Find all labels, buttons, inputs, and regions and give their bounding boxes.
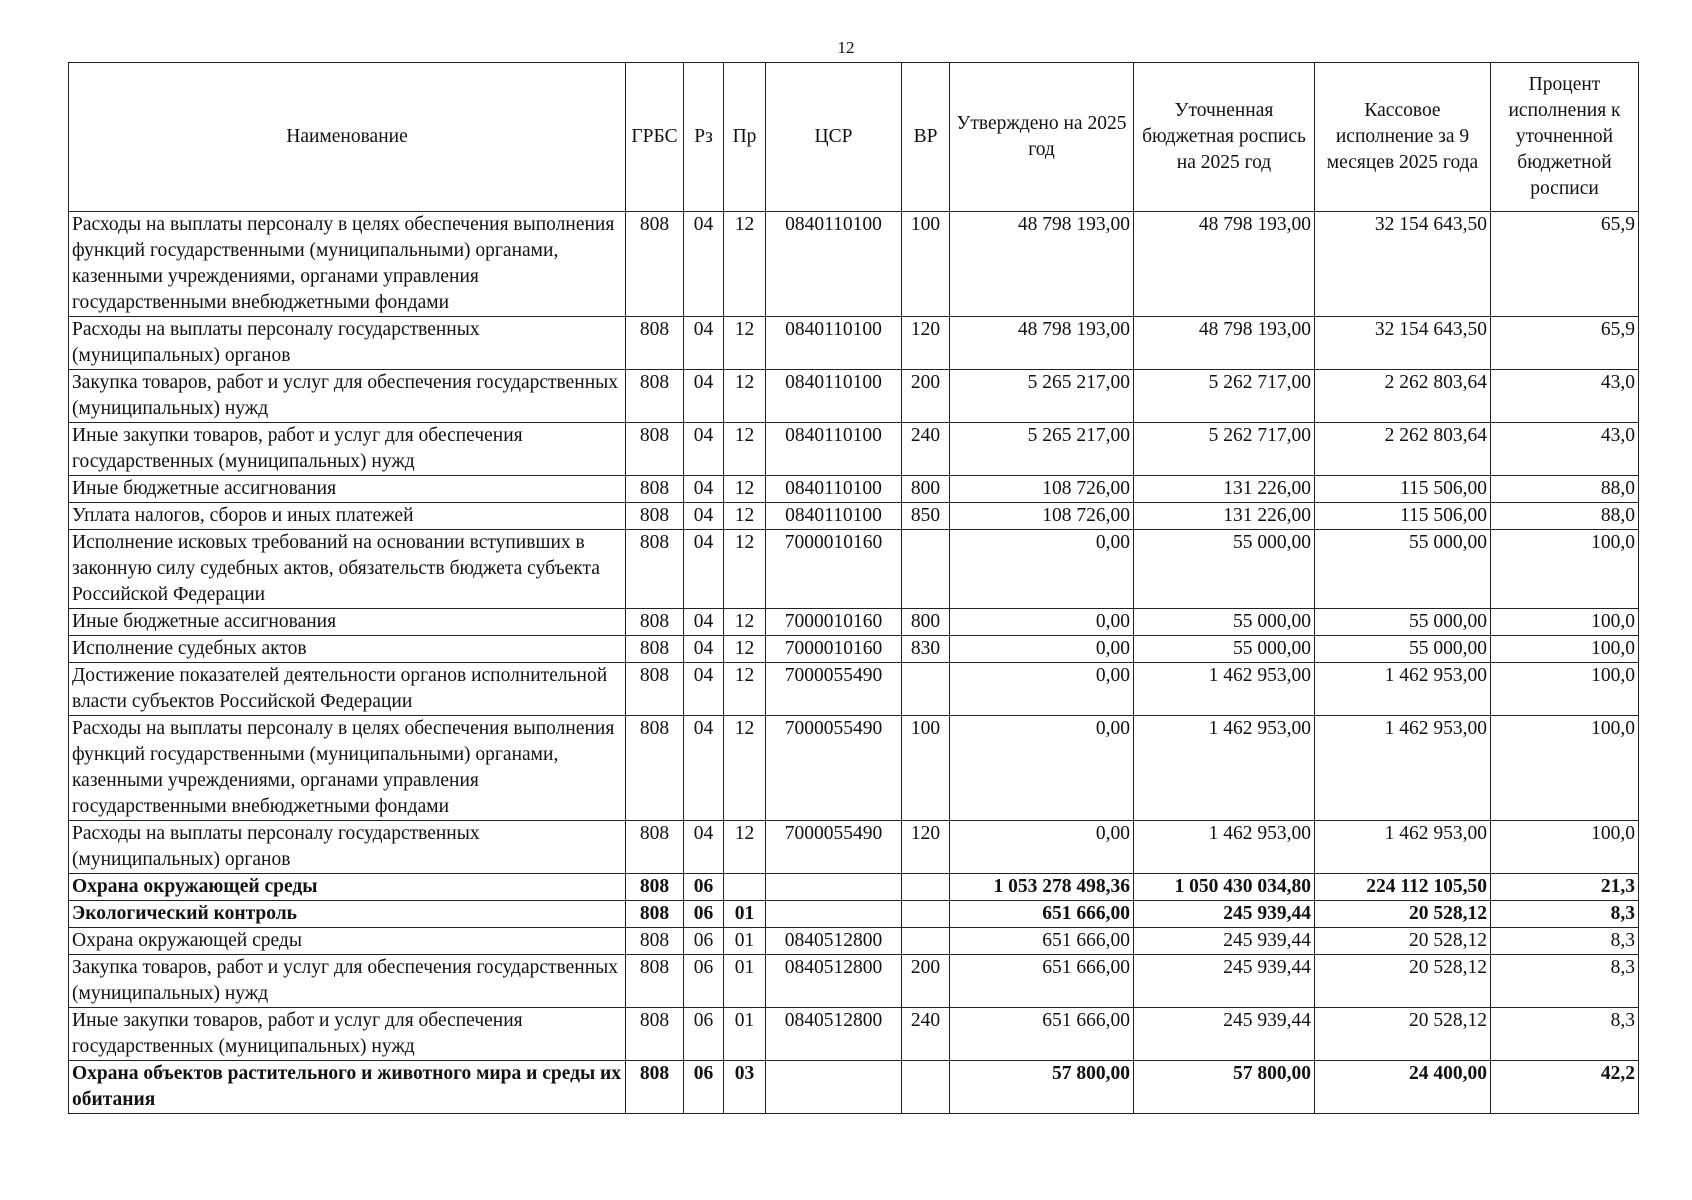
- table-row: [69, 423, 1639, 476]
- cell-rz: 06: [684, 928, 724, 955]
- cell-cash: 20 528,12: [1315, 1008, 1491, 1061]
- cell-approved: 0,00: [950, 716, 1134, 821]
- cell-rz: 06: [684, 901, 724, 928]
- cell-vr: [902, 530, 950, 609]
- cell-cash: 224 112 105,50: [1315, 874, 1491, 901]
- cell-cash: 115 506,00: [1315, 476, 1491, 503]
- cell-percent: 88,0: [1491, 503, 1639, 530]
- cell-grbs: 808: [626, 476, 684, 503]
- cell-grbs: 808: [626, 663, 684, 716]
- cell-approved: 57 800,00: [950, 1061, 1134, 1114]
- cell-vr: 100: [902, 212, 950, 317]
- table-row: [69, 1061, 1639, 1114]
- header-refined: Уточненная бюджетная роспись на 2025 год: [1134, 63, 1315, 212]
- table-row: [69, 530, 1639, 609]
- cell-percent: 43,0: [1491, 370, 1639, 423]
- cell-csr: 0840110100: [766, 423, 902, 476]
- cell-pr: 12: [724, 423, 766, 476]
- cell-rz: 04: [684, 609, 724, 636]
- cell-percent: 65,9: [1491, 212, 1639, 317]
- table-row: [69, 663, 1639, 716]
- table-row: [69, 212, 1639, 317]
- cell-refined: 131 226,00: [1134, 503, 1315, 530]
- cell-pr: 12: [724, 716, 766, 821]
- cell-vr: 100: [902, 716, 950, 821]
- budget-table: [68, 62, 1639, 1114]
- cell-grbs: 808: [626, 609, 684, 636]
- cell-rz: 04: [684, 716, 724, 821]
- cell-grbs: 808: [626, 423, 684, 476]
- cell-pr: 12: [724, 530, 766, 609]
- cell-pr: 03: [724, 1061, 766, 1114]
- cell-csr: [766, 901, 902, 928]
- cell-percent: 100,0: [1491, 663, 1639, 716]
- cell-vr: 830: [902, 636, 950, 663]
- cell-name: Охрана окружающей среды: [69, 928, 626, 955]
- cell-refined: 5 262 717,00: [1134, 423, 1315, 476]
- cell-approved: 0,00: [950, 663, 1134, 716]
- cell-pr: 01: [724, 955, 766, 1008]
- cell-rz: 06: [684, 955, 724, 1008]
- cell-csr: 7000010160: [766, 530, 902, 609]
- cell-pr: 01: [724, 1008, 766, 1061]
- header-row: [69, 63, 1639, 212]
- cell-vr: 120: [902, 821, 950, 874]
- cell-vr: [902, 874, 950, 901]
- cell-vr: [902, 663, 950, 716]
- cell-cash: 1 462 953,00: [1315, 716, 1491, 821]
- cell-name: Охрана окружающей среды: [69, 874, 626, 901]
- cell-vr: 800: [902, 476, 950, 503]
- cell-refined: 245 939,44: [1134, 955, 1315, 1008]
- cell-refined: 48 798 193,00: [1134, 317, 1315, 370]
- cell-csr: 0840512800: [766, 1008, 902, 1061]
- cell-rz: 04: [684, 636, 724, 663]
- cell-cash: 55 000,00: [1315, 530, 1491, 609]
- cell-cash: 1 462 953,00: [1315, 821, 1491, 874]
- cell-approved: 651 666,00: [950, 1008, 1134, 1061]
- cell-pr: 01: [724, 901, 766, 928]
- cell-percent: 100,0: [1491, 530, 1639, 609]
- cell-refined: 245 939,44: [1134, 901, 1315, 928]
- header-percent: Процент исполнения к уточненной бюджетной росписи: [1491, 63, 1639, 212]
- cell-cash: 20 528,12: [1315, 928, 1491, 955]
- header-name: Наименование: [69, 63, 626, 212]
- cell-rz: 04: [684, 530, 724, 609]
- cell-refined: 245 939,44: [1134, 1008, 1315, 1061]
- cell-rz: 06: [684, 874, 724, 901]
- cell-refined: 5 262 717,00: [1134, 370, 1315, 423]
- cell-csr: 7000055490: [766, 821, 902, 874]
- cell-cash: 2 262 803,64: [1315, 370, 1491, 423]
- cell-csr: 0840512800: [766, 955, 902, 1008]
- cell-grbs: 808: [626, 821, 684, 874]
- cell-approved: 108 726,00: [950, 476, 1134, 503]
- cell-rz: 04: [684, 663, 724, 716]
- cell-percent: 88,0: [1491, 476, 1639, 503]
- table-row: [69, 317, 1639, 370]
- table-row: [69, 370, 1639, 423]
- cell-csr: 0840512800: [766, 928, 902, 955]
- cell-csr: [766, 874, 902, 901]
- cell-pr: 12: [724, 317, 766, 370]
- cell-vr: 240: [902, 1008, 950, 1061]
- cell-percent: 100,0: [1491, 716, 1639, 821]
- cell-name: Расходы на выплаты персоналу в целях обеспечения выполнения функций государственными (муниципальными) органами, казенными учреждениями, органами управления государственными внебюджетными фондами: [69, 716, 626, 821]
- cell-name: Экологический контроль: [69, 901, 626, 928]
- cell-cash: 2 262 803,64: [1315, 423, 1491, 476]
- cell-grbs: 808: [626, 928, 684, 955]
- cell-percent: 65,9: [1491, 317, 1639, 370]
- cell-refined: 55 000,00: [1134, 609, 1315, 636]
- cell-refined: 131 226,00: [1134, 476, 1315, 503]
- page-number: 12: [837, 38, 855, 57]
- cell-approved: 651 666,00: [950, 955, 1134, 1008]
- cell-csr: 7000010160: [766, 636, 902, 663]
- cell-refined: 55 000,00: [1134, 636, 1315, 663]
- cell-cash: 115 506,00: [1315, 503, 1491, 530]
- cell-grbs: 808: [626, 212, 684, 317]
- cell-refined: 245 939,44: [1134, 928, 1315, 955]
- cell-name: Закупка товаров, работ и услуг для обеспечения государственных (муниципальных) нужд: [69, 370, 626, 423]
- cell-rz: 04: [684, 423, 724, 476]
- cell-pr: 12: [724, 370, 766, 423]
- cell-pr: 12: [724, 503, 766, 530]
- cell-refined: 57 800,00: [1134, 1061, 1315, 1114]
- cell-rz: 04: [684, 476, 724, 503]
- cell-vr: [902, 1061, 950, 1114]
- cell-pr: 12: [724, 476, 766, 503]
- cell-percent: 21,3: [1491, 874, 1639, 901]
- cell-percent: 8,3: [1491, 1008, 1639, 1061]
- table-row: [69, 503, 1639, 530]
- cell-vr: 240: [902, 423, 950, 476]
- cell-approved: 0,00: [950, 609, 1134, 636]
- cell-rz: 04: [684, 317, 724, 370]
- cell-cash: 20 528,12: [1315, 955, 1491, 1008]
- cell-percent: 42,2: [1491, 1061, 1639, 1114]
- cell-percent: 100,0: [1491, 821, 1639, 874]
- cell-cash: 20 528,12: [1315, 901, 1491, 928]
- header-grbs: ГРБС: [626, 63, 684, 212]
- cell-csr: 7000055490: [766, 716, 902, 821]
- cell-approved: 0,00: [950, 530, 1134, 609]
- cell-grbs: 808: [626, 636, 684, 663]
- table-row: [69, 1008, 1639, 1061]
- cell-cash: 32 154 643,50: [1315, 317, 1491, 370]
- cell-rz: 04: [684, 503, 724, 530]
- cell-rz: 06: [684, 1008, 724, 1061]
- cell-vr: 120: [902, 317, 950, 370]
- cell-csr: 7000010160: [766, 609, 902, 636]
- table-row: [69, 716, 1639, 821]
- cell-refined: 55 000,00: [1134, 530, 1315, 609]
- cell-rz: 04: [684, 212, 724, 317]
- cell-cash: 55 000,00: [1315, 636, 1491, 663]
- cell-name: Уплата налогов, сборов и иных платежей: [69, 503, 626, 530]
- table-row: [69, 476, 1639, 503]
- cell-grbs: 808: [626, 317, 684, 370]
- cell-grbs: 808: [626, 901, 684, 928]
- cell-name: Исполнение судебных актов: [69, 636, 626, 663]
- table-row: [69, 955, 1639, 1008]
- cell-name: Расходы на выплаты персоналу государственных (муниципальных) органов: [69, 317, 626, 370]
- cell-name: Расходы на выплаты персоналу в целях обеспечения выполнения функций государственными (муниципальными) органами, казенными учреждениями, органами управления государственными внебюджетными фондами: [69, 212, 626, 317]
- cell-vr: 200: [902, 955, 950, 1008]
- table-body: [69, 212, 1639, 1114]
- header-cash: Кассовое исполнение за 9 месяцев 2025 года: [1315, 63, 1491, 212]
- cell-grbs: 808: [626, 874, 684, 901]
- cell-grbs: 808: [626, 955, 684, 1008]
- cell-name: Закупка товаров, работ и услуг для обеспечения государственных (муниципальных) нужд: [69, 955, 626, 1008]
- cell-csr: 7000055490: [766, 663, 902, 716]
- cell-rz: 06: [684, 1061, 724, 1114]
- cell-grbs: 808: [626, 1008, 684, 1061]
- cell-approved: 651 666,00: [950, 901, 1134, 928]
- cell-approved: 651 666,00: [950, 928, 1134, 955]
- cell-pr: 12: [724, 663, 766, 716]
- cell-refined: 48 798 193,00: [1134, 212, 1315, 317]
- cell-percent: 8,3: [1491, 901, 1639, 928]
- cell-percent: 43,0: [1491, 423, 1639, 476]
- cell-grbs: 808: [626, 370, 684, 423]
- cell-cash: 1 462 953,00: [1315, 663, 1491, 716]
- cell-cash: 24 400,00: [1315, 1061, 1491, 1114]
- cell-name: Иные бюджетные ассигнования: [69, 609, 626, 636]
- cell-percent: 100,0: [1491, 636, 1639, 663]
- cell-csr: 0840110100: [766, 317, 902, 370]
- header-approved: Утверждено на 2025 год: [950, 63, 1134, 212]
- cell-vr: 800: [902, 609, 950, 636]
- cell-approved: 0,00: [950, 636, 1134, 663]
- header-rz: Рз: [684, 63, 724, 212]
- cell-pr: [724, 874, 766, 901]
- header-vr: ВР: [902, 63, 950, 212]
- cell-vr: 850: [902, 503, 950, 530]
- cell-name: Расходы на выплаты персоналу государственных (муниципальных) органов: [69, 821, 626, 874]
- cell-grbs: 808: [626, 716, 684, 821]
- cell-vr: [902, 901, 950, 928]
- cell-pr: 12: [724, 821, 766, 874]
- table-row: [69, 636, 1639, 663]
- table-row: [69, 928, 1639, 955]
- table-row: [69, 609, 1639, 636]
- header-pr: Пр: [724, 63, 766, 212]
- cell-pr: 01: [724, 928, 766, 955]
- cell-name: Иные закупки товаров, работ и услуг для обеспечения государственных (муниципальных) нужд: [69, 1008, 626, 1061]
- cell-approved: 1 053 278 498,36: [950, 874, 1134, 901]
- cell-vr: 200: [902, 370, 950, 423]
- table-row: [69, 901, 1639, 928]
- cell-approved: 48 798 193,00: [950, 212, 1134, 317]
- cell-pr: 12: [724, 636, 766, 663]
- cell-vr: [902, 928, 950, 955]
- cell-approved: 48 798 193,00: [950, 317, 1134, 370]
- cell-name: Исполнение исковых требований на основании вступивших в законную силу судебных актов, обязательств бюджета субъекта Российской Федерации: [69, 530, 626, 609]
- cell-approved: 5 265 217,00: [950, 423, 1134, 476]
- cell-pr: 12: [724, 609, 766, 636]
- cell-name: Иные бюджетные ассигнования: [69, 476, 626, 503]
- cell-cash: 55 000,00: [1315, 609, 1491, 636]
- cell-csr: [766, 1061, 902, 1114]
- cell-approved: 0,00: [950, 821, 1134, 874]
- table-row: [69, 874, 1639, 901]
- cell-approved: 108 726,00: [950, 503, 1134, 530]
- cell-csr: 0840110100: [766, 503, 902, 530]
- cell-pr: 12: [724, 212, 766, 317]
- cell-percent: 100,0: [1491, 609, 1639, 636]
- cell-percent: 8,3: [1491, 928, 1639, 955]
- cell-csr: 0840110100: [766, 370, 902, 423]
- cell-refined: 1 050 430 034,80: [1134, 874, 1315, 901]
- cell-rz: 04: [684, 370, 724, 423]
- table-row: [69, 821, 1639, 874]
- cell-csr: 0840110100: [766, 212, 902, 317]
- cell-csr: 0840110100: [766, 476, 902, 503]
- cell-refined: 1 462 953,00: [1134, 663, 1315, 716]
- header-csr: ЦСР: [766, 63, 902, 212]
- cell-percent: 8,3: [1491, 955, 1639, 1008]
- cell-name: Иные закупки товаров, работ и услуг для обеспечения государственных (муниципальных) нужд: [69, 423, 626, 476]
- cell-grbs: 808: [626, 503, 684, 530]
- cell-cash: 32 154 643,50: [1315, 212, 1491, 317]
- cell-grbs: 808: [626, 1061, 684, 1114]
- cell-refined: 1 462 953,00: [1134, 821, 1315, 874]
- cell-rz: 04: [684, 821, 724, 874]
- cell-name: Охрана объектов растительного и животного мира и среды их обитания: [69, 1061, 626, 1114]
- cell-refined: 1 462 953,00: [1134, 716, 1315, 821]
- cell-approved: 5 265 217,00: [950, 370, 1134, 423]
- cell-name: Достижение показателей деятельности органов исполнительной власти субъектов Российской Федерации: [69, 663, 626, 716]
- cell-grbs: 808: [626, 530, 684, 609]
